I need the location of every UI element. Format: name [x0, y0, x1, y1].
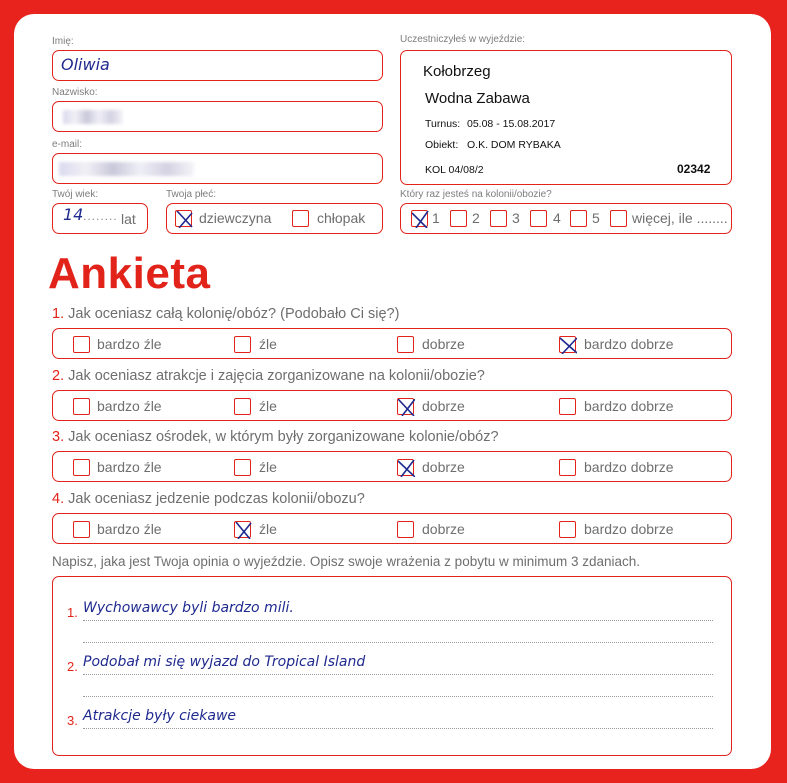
- gender-female-label: dziewczyna: [199, 210, 272, 226]
- q2-option-3-checkbox[interactable]: [397, 398, 414, 415]
- question-2-number: 2.: [52, 368, 65, 384]
- q1-option-3-checkbox[interactable]: [397, 336, 414, 353]
- age-dots: ........: [83, 209, 118, 223]
- opinion-line-3-text: Atrakcje były ciekawe: [83, 708, 237, 724]
- gender-male-label: chłopak: [317, 210, 366, 226]
- checkmark-x-icon: [176, 211, 193, 228]
- gender-male-checkbox[interactable]: [292, 210, 309, 227]
- q4-option-4-label: bardzo dobrze: [584, 521, 674, 537]
- q1-option-4-checkbox[interactable]: [559, 336, 576, 353]
- question-3: [52, 429, 499, 445]
- q3-option-3-checkbox[interactable]: [397, 459, 414, 476]
- email-label: e-mail:: [52, 139, 83, 150]
- times-5-checkbox[interactable]: [570, 210, 587, 227]
- question-1: [52, 306, 399, 322]
- question-3-answers: [52, 451, 732, 482]
- q2-option-1-label: bardzo źle: [97, 398, 162, 414]
- q2-option-2-checkbox[interactable]: [234, 398, 251, 415]
- q1-option-2-checkbox[interactable]: [234, 336, 251, 353]
- times-field: [400, 203, 732, 234]
- gender-field: [166, 203, 383, 234]
- q1-option-4-label: bardzo dobrze: [584, 336, 674, 352]
- q1-option-2-label: źle: [259, 336, 277, 352]
- checkmark-x-icon: [398, 399, 415, 416]
- age-label: Twój wiek:: [52, 189, 99, 200]
- trip-code: KOL 04/08/2: [425, 164, 484, 176]
- q3-option-2-label: źle: [259, 459, 277, 475]
- q1-option-3-label: dobrze: [422, 336, 465, 352]
- opinion-line-1-text: Wychowawcy byli bardzo mili.: [83, 600, 294, 616]
- email-field[interactable]: [52, 153, 383, 184]
- q4-option-1-label: bardzo źle: [97, 521, 162, 537]
- question-2: [52, 368, 485, 384]
- q3-option-4-checkbox[interactable]: [559, 459, 576, 476]
- q3-option-1-label: bardzo źle: [97, 459, 162, 475]
- q2-option-4-label: bardzo dobrze: [584, 398, 674, 414]
- opinion-line-1-rule: [83, 620, 713, 621]
- trip-name: Wodna Zabawa: [425, 90, 530, 107]
- times-2-checkbox[interactable]: [450, 210, 467, 227]
- q2-option-3-label: dobrze: [422, 398, 465, 414]
- gender-female-checkbox[interactable]: [175, 210, 192, 227]
- q3-option-3-label: dobrze: [422, 459, 465, 475]
- times-1-label: 1: [432, 210, 440, 226]
- times-more-label: więcej, ile ........: [632, 210, 728, 226]
- checkmark-x-icon: [560, 337, 577, 354]
- q2-option-1-checkbox[interactable]: [73, 398, 90, 415]
- times-3-label: 3: [512, 210, 520, 226]
- times-1-checkbox[interactable]: [411, 210, 428, 227]
- question-1-number: 1.: [52, 306, 65, 322]
- question-3-text: Jak oceniasz ośrodek, w którym były zorganizowane kolonie/obóz?: [68, 429, 499, 445]
- trip-turnus-value: 05.08 - 15.08.2017: [467, 118, 556, 130]
- trip-label: Uczestniczyłeś w wyjeździe:: [400, 34, 526, 45]
- checkmark-x-icon: [398, 460, 415, 477]
- times-3-checkbox[interactable]: [490, 210, 507, 227]
- survey-sheet: [14, 14, 771, 769]
- question-4-answers: [52, 513, 732, 544]
- q3-option-1-checkbox[interactable]: [73, 459, 90, 476]
- q3-option-4-label: bardzo dobrze: [584, 459, 674, 475]
- question-4: [52, 491, 365, 507]
- opinion-line-2-number: 2.: [67, 659, 78, 674]
- question-2-answers: [52, 390, 732, 421]
- q4-option-3-label: dobrze: [422, 521, 465, 537]
- name-label: Imię:: [52, 36, 74, 47]
- question-1-text: Jak oceniasz całą kolonię/obóz? (Podobało Ci się?): [68, 306, 400, 322]
- times-label: Który raz jesteś na kolonii/obozie?: [400, 189, 552, 200]
- q2-option-4-checkbox[interactable]: [559, 398, 576, 415]
- gender-label: Twoja płeć:: [166, 189, 217, 200]
- opinion-line-3-number: 3.: [67, 713, 78, 728]
- q4-option-2-checkbox[interactable]: [234, 521, 251, 538]
- opinion-blank-rule: [83, 696, 713, 697]
- trip-info-box: [400, 50, 732, 185]
- q4-option-4-checkbox[interactable]: [559, 521, 576, 538]
- opinion-line-3-rule: [83, 728, 713, 729]
- question-4-text: Jak oceniasz jedzenie podczas kolonii/obozu?: [68, 491, 365, 507]
- email-redacted: [59, 162, 194, 176]
- checkmark-x-icon: [412, 211, 429, 228]
- surname-label: Nazwisko:: [52, 87, 98, 98]
- times-4-checkbox[interactable]: [530, 210, 547, 227]
- q3-option-2-checkbox[interactable]: [234, 459, 251, 476]
- trip-number: 02342: [677, 162, 711, 176]
- opinion-line-2-rule: [83, 674, 713, 675]
- opinion-area[interactable]: [52, 576, 732, 756]
- trip-city: Kołobrzeg: [423, 63, 491, 80]
- trip-turnus-label: Turnus:: [425, 118, 461, 130]
- age-field[interactable]: [52, 203, 148, 234]
- trip-obiekt-value: O.K. DOM RYBAKA: [467, 139, 561, 151]
- trip-obiekt-label: Obiekt:: [425, 139, 459, 151]
- times-4-label: 4: [553, 210, 561, 226]
- times-2-label: 2: [472, 210, 480, 226]
- question-1-answers: [52, 328, 732, 359]
- survey-title: Ankieta: [48, 249, 211, 298]
- times-more-checkbox[interactable]: [610, 210, 627, 227]
- q4-option-1-checkbox[interactable]: [73, 521, 90, 538]
- surname-redacted: [63, 110, 123, 124]
- opinion-line-1-number: 1.: [67, 605, 78, 620]
- name-value: Oliwia: [61, 55, 110, 74]
- checkmark-x-icon: [235, 522, 252, 539]
- question-3-number: 3.: [52, 429, 65, 445]
- opinion-line-2-text: Podobał mi się wyjazd do Tropical Island: [83, 654, 366, 670]
- q4-option-2-label: źle: [259, 521, 277, 537]
- age-value: 14: [63, 205, 84, 224]
- name-field[interactable]: [52, 50, 383, 81]
- q1-option-1-label: bardzo źle: [97, 336, 162, 352]
- times-5-label: 5: [592, 210, 600, 226]
- q4-option-3-checkbox[interactable]: [397, 521, 414, 538]
- opinion-blank-rule: [83, 642, 713, 643]
- question-2-text: Jak oceniasz atrakcje i zajęcia zorganizowane na kolonii/obozie?: [68, 368, 485, 384]
- opinion-prompt: Napisz, jaka jest Twoja opinia o wyjeździe. Opisz swoje wrażenia z pobytu w minimum 3 zdaniach.: [52, 554, 641, 569]
- age-unit: lat: [121, 211, 136, 227]
- question-4-number: 4.: [52, 491, 65, 507]
- q1-option-1-checkbox[interactable]: [73, 336, 90, 353]
- q2-option-2-label: źle: [259, 398, 277, 414]
- surname-field[interactable]: [52, 101, 383, 132]
